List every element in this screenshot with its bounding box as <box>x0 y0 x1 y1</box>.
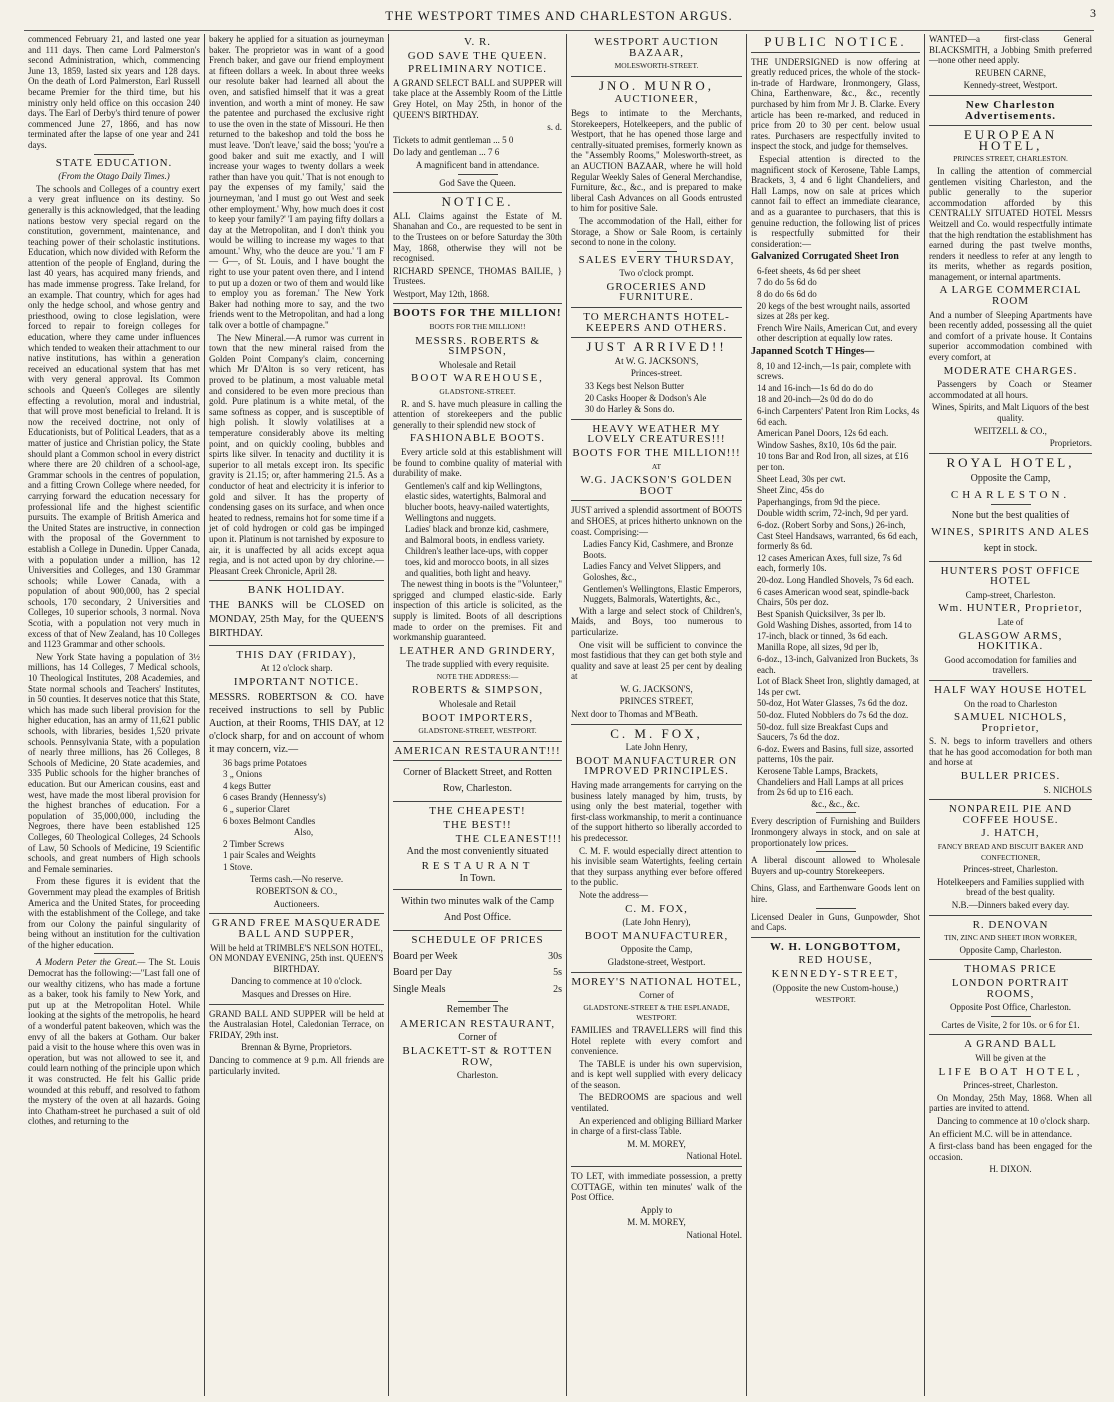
price-item: 6-doz. (Robert Sorby and Sons,) 26-inch, Cast Steel Handsaws, warranted, 6s 6d each, formerly 8s 6d. <box>757 519 918 552</box>
column-5 <box>746 34 924 1396</box>
state-education-title: STATE EDUCATION. <box>55 156 173 169</box>
molesworth-street: MOLESWORTH-STREET. <box>614 61 699 71</box>
s-nichols: S. NICHOLS <box>1043 784 1092 795</box>
price-unit: s. d. <box>547 122 562 133</box>
proprietors: Proprietors. <box>1049 438 1092 449</box>
just-arrived: JUST ARRIVED!! <box>586 339 727 355</box>
at: AT <box>651 461 662 471</box>
national-hotel: National Hotel. <box>686 1151 742 1162</box>
price-value: 2s <box>553 983 562 995</box>
boot-manufacturer-2: BOOT MANUFACTURER, <box>584 929 729 942</box>
price-list <box>751 361 920 798</box>
jackson-boots-item: Gentlemen's Wellingtons, Elastic Emperors, Nuggets, Balmorals, Watertights, &c., <box>583 583 742 605</box>
auction-item: 2 Timber Screws <box>223 838 285 849</box>
reuben-carne: REUBEN CARNE, <box>974 67 1046 78</box>
jackson-boots-item: Ladies Fancy Kid, Cashmere, and Bronze Boots. <box>583 539 734 560</box>
select-ball-text: A GRAND SELECT BALL and SUPPER will take place at the Assembly Room of the Little Grey Hotel, on May 25th, in honor of the QUEEN'S BIRTHDAY. <box>393 77 562 120</box>
etcetera: &c., &c., &c. <box>811 798 860 809</box>
auction-item: 6 cases Brandy (Hennessy's) <box>223 792 326 803</box>
corner-of: Corner of <box>639 990 674 1001</box>
masquerade-hire: Masques and Dresses on Hire. <box>241 988 352 999</box>
this-day-title: THIS DAY (FRIDAY), <box>236 648 357 661</box>
public-notice-p1: THE UNDERSIGNED is now offering at greatly reduced prices, the whole of the stock-in-trade of Hardware, Ironmongery, Glass, China, Earthenware, &c., &c., recently purchased by him from Mr J. B. Clarke. Every article has been re-marked, and reduced in price from 20 to 30 per cent. below usual rates. Purchasers are respectfully invited to inspect the stock, and judge for themselves. <box>751 56 920 152</box>
jackson-list <box>571 381 742 415</box>
column-3 <box>388 34 566 1396</box>
boots-for-million: BOOTS FOR THE MILLION! <box>393 307 562 320</box>
roberts-simpson: MESSRS. ROBERTS & SIMPSON, <box>415 334 540 358</box>
trustees: RICHARD SPENCE, THOMAS BAILIE, } Trustees. <box>393 265 562 287</box>
jackson-item: 20 Casks Hooper & Dodson's Ale <box>585 392 707 403</box>
life-boat-hotel: LIFE BOAT HOTEL, <box>938 1065 1083 1078</box>
munro-text: Begs to intimate to the Merchants, Storekeepers, Hotelkeepers, and the public of Westport, that he has opened those large and centrally-situated premises, formerly known as the "Assembly Rooms," Molesworth-street, as an AUCTION BAZAAR, where he will hold Regular Weekly Sales of General Merchandise, Furniture, &c., &c., and is prepared to make liberal Cash Advances on all Goods entrusted to him for positive Sale. <box>571 107 742 214</box>
auction-item: 36 bags prime Potatoes <box>223 757 307 768</box>
column-1 <box>24 34 204 1396</box>
camp-street: Camp-street, Charleston. <box>965 589 1056 600</box>
opposite-camp: Opposite the Camp, <box>970 473 1051 485</box>
h-dixon: H. DIXON. <box>989 1164 1032 1175</box>
god-save-queen-small: God Save the Queen. <box>439 177 516 188</box>
half-way-house: HALF WAY HOUSE HOTEL <box>933 683 1088 696</box>
boots-list-item: Ladies' black and bronze kid, cashmere, and Balmoral boots, in endless variety. <box>405 524 549 545</box>
wholesale-retail-2: Wholesale and Retail <box>439 699 516 710</box>
price-item: 18 and 20-inch—2s 0d do do do <box>757 394 873 405</box>
price-item: 14 and 16-inch—1s 6d do do do <box>757 382 873 393</box>
boot-importers: BOOT IMPORTERS, <box>421 711 534 724</box>
bedrooms-text: The BEDROOMS are spacious and well ventilated. <box>571 1092 742 1114</box>
public-notice-title: PUBLIC NOTICE. <box>764 34 907 49</box>
thomas-price: THOMAS PRICE <box>964 963 1057 976</box>
kept-in-stock: kept in stock. <box>983 542 1038 554</box>
good-accomodation: Good accomodation for families and travellers. <box>944 654 1077 676</box>
fox-text: Having made arrangements for carrying on the business lately managed by him, trusts, by using only the best material, together with first-class workmanship, to merit a continuance of the support hitherto so liberally accorded to his predecessor. <box>571 780 742 843</box>
price-label: Single Meals <box>393 983 446 995</box>
japanned-heading: Japanned Scotch T Hinges— <box>751 346 875 358</box>
price-item: Manilla Rope, all sizes, 9d per lb, <box>757 642 879 653</box>
band-text: A first-class band has been engaged for the occasion. <box>929 1141 1092 1162</box>
wg-jackson: At W. G. JACKSON'S, <box>614 355 699 366</box>
masquerade-text: Will be held at TRIMBLE'S NELSON HOTEL, ON MONDAY EVENING, 25th inst. QUEEN'S BIRTHDAY. <box>209 942 384 974</box>
important-notice-title: IMPORTANT NOTICE. <box>233 676 360 689</box>
price-item: 6-inch Carpenters' Patent Iron Rim Locks, 4s 6d each. <box>757 406 920 427</box>
passengers: Passengers by Coach or Steamer accommodated at all hours. <box>929 379 1092 400</box>
price-row <box>393 968 562 979</box>
price-item: 20-doz. Long Handled Shovels, 7s 6d each. <box>757 574 914 585</box>
state-education-paragraph: New York State having a population of 3½ millions, has 14 Colleges, 7 Medical schools, 10 Theological Institutes, 208 Academies, and State normal schools and Teachers' Institutes, in 50 counties. It deserves notice that this State, which has made such liberal provision for the higher education, has an army of 11,621 public schools, with libraries, besides 1,520 private schools. Pennsylvania State, with a population of nearly three millions, has 26 Colleges, 8 Schools of Medicine, 20 State academies, and 335 Public schools for the higher branches of education. But our American cousins, east and west, have made the most liberal provision for the highest branches of education. For a population of 35,000,000, including the Negroes, there have been established 125 Colleges, 60 Theological Colleges, 24 Schools of Law, 50 Schools of Medicine, 19 Scientific schools, and great numbers of High schools and Female seminaries. <box>28 651 200 874</box>
families-text: FAMILIES and TRAVELLERS will find this Hotel replete with every comfort and convenience. <box>571 1024 742 1057</box>
princes-street-2: PRINCES STREET, <box>619 696 694 707</box>
new-mineral-paragraph: The New Mineral.—A rumor was current in town that the new mineral raised from the Golden Point Company's claim, concerning which Mr D'Alton is so very reticent, has proved to be platinum, a most valuable metal and considered to be even more precious than gold. Pure platinum is a white metal, of the same softness as copper, and is susceptible of high polish. It slowly volatilises at a temperature considerably above its melting point, and on quickly cooling, bubbles and spirts like silver. In tenacity and ductility it is superior to all metals except iron. Its specific gravity is 21.15; or, after hammering 21.5. As a conductor of heat and electricity it is inferior to gold and silver. It has the property of condensing gases on its surface, and when once heated to redness, remains hot for some time if a jet of cold hydrogen or cold gas be impinged upon it. Platinum is not tarnished by exposure to air, it is unaffected by all acids except aqua regia, and is not acted upon by dry chlorine.—Pleasant Creek Chronicle, April 28. <box>209 332 384 576</box>
notice-heading: NOTICE. <box>441 194 514 210</box>
apply-to: Apply to <box>640 1204 673 1215</box>
auction-item: 1 Stove. <box>223 862 253 872</box>
auction-items <box>209 758 384 873</box>
charleston: Charleston. <box>456 1070 499 1081</box>
gladstone-esplanade: GLADSTONE-STREET & THE ESPLANADE, WESTPORT. <box>583 1002 730 1023</box>
column-4 <box>566 34 746 1396</box>
price-row <box>393 985 562 996</box>
to-let-text: TO LET, with immediate possession, a pretty COTTAGE, within ten minutes' walk of the Post Office. <box>571 1171 742 1203</box>
note-address: Note the address— <box>579 889 648 900</box>
wines-spirits: Wines, Spirits, and Malt Liquors of the best quality. <box>931 402 1090 423</box>
price-item: Paperhangings, from 9d the piece. <box>757 496 880 507</box>
munro-name: JNO. MUNRO, <box>599 77 714 93</box>
auction-bazaar: WESTPORT AUCTION BAZAAR, <box>594 36 719 59</box>
wg-jackson-2: W. G. JACKSON'S, <box>620 683 693 694</box>
price-item: American Panel Doors, 12s 6d each. <box>757 428 889 439</box>
gladstone-street: GLADSTONE-STREET. <box>439 387 516 397</box>
price-item: 6-doz., 13-inch, Galvanized Iron Buckets, 3s each. <box>757 654 919 675</box>
wholesale-retail: Wholesale and Retail <box>439 359 516 370</box>
intro-text: commenced February 21, and lasted one year and 111 days. Then came Lord Palmerston's second Administration, which, commencing June 13, 1859, lasted six years and 128 days. On the death of Lord Palmerston, Earl Russell became Premier for the third time, but his ministry only held office on this occasion 240 days. The Earl of Derby's third tenure of power commenced June 27, 1866, and has now terminated after the lapse of one year and 241 days. <box>28 34 200 150</box>
samuel-nichols: SAMUEL NICHOLS, Proprietor, <box>954 711 1067 734</box>
auction-item: 6 „ superior Claret <box>223 804 290 815</box>
vr-heading: V. R. <box>463 36 492 48</box>
bank-holiday-title: BANK HOLIDAY. <box>247 584 346 597</box>
national-hotel-2: National Hotel. <box>686 1230 742 1240</box>
galvanized-heading: Galvanized Corrugated Sheet Iron <box>751 251 899 263</box>
boots-list-item: Gentlemen's calf and kip Wellingtons, elastic sides, watertights, Balmoral and blucher boots, heavy-nailed watertights, Wellingtons and nuggets. <box>405 480 550 523</box>
auction-item: 3 „ Onions <box>223 769 262 780</box>
galvanized-item: 6-feet sheets, 4s 6d per sheet <box>757 265 861 276</box>
galvanized-item: 7 do do 5s 6d do <box>757 277 817 288</box>
auctioneer-sub: Auctioneers. <box>273 898 320 909</box>
princes-street-charleston: PRINCES STREET, CHARLESTON. <box>953 154 1068 164</box>
jackson-boots-item: Ladies Fancy and Velvet Slippers, and Goloshes, &c., <box>583 561 721 582</box>
masthead: THE WESTPORT TIMES AND CHARLESTON ARGUS. <box>24 8 1094 31</box>
glasgow-arms: GLASGOW ARMS, HOKITIKA. <box>958 629 1063 653</box>
arrival-text2: With a large and select stock of Children's, Maids, and Boys, too numerous to particularize. <box>571 605 742 637</box>
remember: Remember The <box>446 1004 509 1016</box>
cartes-de-visite: Cartes de Visite, 2 for 10s. or 6 for £1. <box>941 1019 1080 1030</box>
moreys-hotel: MOREY'S NATIONAL HOTEL, <box>571 975 742 988</box>
price-label: Board per Week <box>393 950 458 962</box>
auction-item: Also, <box>293 827 314 838</box>
cm-fox: C. M. FOX, <box>610 725 703 741</box>
restaurant-word: RESTAURANT <box>421 859 534 872</box>
to-merchants: TO MERCHANTS HOTEL-KEEPERS AND OTHERS. <box>583 311 730 334</box>
opposite-custom-house: (Opposite the new Custom-house,) <box>772 982 899 993</box>
boots-list-item: Children's leather lace-ups, with copper toes, kid and morocco boots, in all sizes and qualities, both light and heavy. <box>405 546 549 578</box>
dancing-text: Dancing to commence at 10 o'clock sharp. <box>937 1115 1090 1126</box>
public-notice-p5: Chins, Glass, and Earthenware Goods lent on hire. <box>751 883 920 904</box>
table-text: The TABLE is under his own supervision, and is kept well supplied with every delicacy of the season. <box>571 1058 742 1090</box>
conveniently-situated: And the most conveniently situated <box>406 846 549 858</box>
longbottom-name: W. H. LONGBOTTOM, <box>770 940 901 953</box>
sn-text: S. N. begs to inform travellers and others that he has good accomodation for both man and horse at <box>929 736 1092 768</box>
european-text: In calling the attention of commercial gentlemen visiting Charleston, and the public generally to the superior accommodation afforded by this CENTRALLY SITUATED HOTEL Messrs Weitzell and Co. would respectfully intimate that the high rendtation the establishment has earned during the past twelve months, renders it needless to refer at any length to its merits, whether as regards position, management, or internal apartments. <box>929 165 1092 282</box>
opposite-camp-charleston: Opposite Camp, Charleston. <box>959 944 1062 955</box>
notice-date: Westport, May 12th, 1868. <box>393 288 490 299</box>
bank-holiday-text: THE BANKS will be CLOSED on MONDAY, 25th May, for the QUEEN'S BIRTHDAY. <box>209 599 384 639</box>
state-education-paragraph: The schools and Colleges of a country exert a very great influence on its destiny. So generally is this acknowledged, that the leading nations bestow very special regard on the constitution, government, maintenance, and teaching power of their scholastic institutions. Education, which now divided with Reform the attention of the people of England, during the last 40 years, has acquired many friends, and has made immense progress. Take Ireland, for an example. That country, which for ages had only the hedge school, and whose gentry and priesthood, owing to close legislation, were forced to repair to foreign colleges for education, where they came under influences which tended to weaken their attachment to our native institutions, has within a generation received an educational system that has met with very general approval. Its Common schools and Queen's Colleges are silently effecting a revolution, moral and industrial, that will prove most beneficial to Ireland. It is now the received doctrine, not only of Educationists, but of Political Leaders, that as a matter of justice and Christian policy, the State should plant a Common school in every district where there are 20 children of a school-age, Grammar schools in the centres of population, and a fitting Crown College where needed, for carrying forward the education necessary for professional life and the highest scientific pursuits. The example of British America and the United States are instructive, in connection with the proposal of the Government to establish a College in Dunedin. Upper Canada, with a population under a million, has 12 Universities and Colleges, and 130 Grammar schools; while Lower Canada, with a population of about 900,000, has 2 special schools, 170 secondary, 2 Universities and Colleges, 10 superior schools, 3 normal. Nova Scotia, with a population not very much in excess of that of New Zealand, has 10 Colleges and 1123 Grammar and other schools. <box>28 183 200 650</box>
kennedy-street: KENNEDY-STREET, <box>771 967 900 980</box>
price-row <box>393 952 562 963</box>
dinners-baked: N.B.—Dinners baked every day. <box>951 900 1070 910</box>
boot-warehouse: BOOT WAREHOUSE, <box>411 372 544 385</box>
walk-distance: Within two minutes walk of the Camp And Post Office. <box>401 896 554 923</box>
price-item: 6 cases American wood seat, spindle-back Chairs, 50s per doz. <box>757 586 909 608</box>
boots-million: BOOTS FOR THE MILLION!!! <box>572 447 741 459</box>
public-notice-p3: Every description of Furnishing and Builders Ironmongery always in stock, and on sale at proportionately low prices. <box>751 816 920 848</box>
gladstone-westport: GLADSTONE-STREET, WESTPORT. <box>418 726 537 736</box>
tin-worker: TIN, ZINC AND SHEET IRON WORKER, <box>944 933 1077 943</box>
price-item: Sheet Zinc, 45s do <box>757 485 824 496</box>
boots-sub: BOOTS FOR THE MILLION!! <box>429 322 526 332</box>
auctioneer-title: AUCTIONEER, <box>614 93 699 106</box>
opposite-camp: Opposite the Camp, <box>620 944 693 955</box>
two-oclock: Two o'clock prompt. <box>619 268 694 279</box>
column-6 <box>924 34 1096 1396</box>
page-number: 3 <box>1090 6 1096 20</box>
grand-ball: A GRAND BALL <box>964 1038 1057 1051</box>
wanted-text: WANTED—a first-class General BLACKSMITH, a Jobbing Smith preferred—none other need apply. <box>929 34 1092 66</box>
cleanest: THE CLEANEST!!! <box>455 832 562 845</box>
australasian-ball-props: Brennan & Byrne, Proprietors. <box>241 1042 352 1053</box>
note-address: NOTE THE ADDRESS:— <box>436 671 519 681</box>
european-text2: And a number of Sleeping Apartments have been recently added, possessing all the quiet and comfort of a private house. It Contains superior accommodation combined with every comfort, at <box>929 309 1092 363</box>
price-item: 50-doz, Hot Water Glasses, 7s 6d the doz. <box>757 698 908 709</box>
late-john-henry-2: (Late John Henry), <box>622 917 691 928</box>
auctioneer-name: ROBERTSON & CO., <box>255 886 338 897</box>
masquerade-dance: Dancing to commence at 10 o'clock. <box>230 976 363 987</box>
price-label: Board per Day <box>393 967 452 979</box>
boots-list <box>393 481 562 578</box>
munro-text2: The accommodation of the Hall, either for Storage, a Show or Sale Room, is certainly second to none in the colony. <box>571 215 742 248</box>
this-day-time: At 12 o'clock sharp. <box>260 663 333 674</box>
next-door: Next door to Thomas and M'Beath. <box>571 709 698 720</box>
in-town: In Town. <box>459 873 496 885</box>
band-notice: A magnificent band in attendance. <box>415 159 540 170</box>
american-restaurant-2: AMERICAN RESTAURANT, <box>399 1017 556 1030</box>
princes-street-charleston-3: Princes-street, Charleston. <box>963 1080 1058 1091</box>
arrival-text3: One visit will be sufficient to convince the most fastidious that they can get both style and quality and save at least 25 per cent by dealing at <box>571 639 742 682</box>
important-notice-text: MESSRS. ROBERTSON & CO. have received instructions to sell by Public Auction, at their Rooms, THIS DAY, at 12 o'clock sharp, for and on account of whom it may concern, viz.— <box>209 691 384 755</box>
mm-morey-2: M. M. MOREY, <box>627 1217 686 1228</box>
price-item: Gold Washing Dishes, assorted, from 14 to 17-inch, black or tinned, 3s 6d each. <box>757 620 912 641</box>
schedule-prices: SCHEDULE OF PRICES <box>411 934 544 946</box>
moderate-charges: MODERATE CHARGES. <box>943 364 1078 377</box>
fancy-bread: FANCY BREAD AND BISCUIT BAKER AND CONFECTIONER, <box>937 842 1084 862</box>
leather-grindery: LEATHER AND GRINDERY, <box>399 644 556 657</box>
westport: WESTPORT. <box>815 995 856 1005</box>
story-continued: bakery he applied for a situation as journeyman baker. The proprietor was in want of a good French baker, and gave our friend employment at fifteen dollars a week. In about three weeks our resolute baker had learned all about the oven, and satisfied himself that it was a great invention, and worth a mint of money. He saw the patentee and purchased the exclusive right to use the oven in the state of Missouri. He then returned to the bakeshop and told the boss he must leave. 'Don't leave,' said the boss; 'you're a good baker and suit me exactly, and I will increase your wages to twenty dollars a week rather than have you quit.' That is not enough to pay the expenses of my family,' said the journeyman, 'and I must go out West and seek other employment.' Why, how much does it cost to keep your family?' 'I am paying fifty dollars a day at the Metropolitan, and I don't think you would be willing to increase my wages to that amount.' Why, who the deuce are you.' 'I am F— G—, of St. Louis, and I have bought the right to use your patent oven there, and I intend to put up a dozen or two of them and would like to employ you as foreman.' The New York Baker had nothing more to say, and the two friends went to the Metropolitan, and had a long talk over a bottle of champagne." <box>209 34 384 331</box>
boots-text3: The newest thing in boots is the "Volunteer," sprigged and clumped elastic-side. Early inspection of this article is solicited, as the supply is limited. Boots of all descriptions made to order on the premises. Fit and workmanship guaranteed. <box>393 579 562 643</box>
heavy-weather: HEAVY WEATHER MY LOVELY CREATURES!!! <box>587 422 726 446</box>
state-education-paragraph: From these figures it is evident that the Government may plead the examples of British America and the United States, for proceeding with the establishment of the College, and take from our Colony the painful singularity of being without an institution for the cultivation of the higher education. <box>28 876 200 950</box>
cheapest: THE CHEAPEST! <box>429 805 526 818</box>
galvanized-item: French Wire Nails, American Cut, and every other description at equally low rates. <box>757 322 918 344</box>
roberts-simpson-2: ROBERTS & SIMPSON, <box>411 684 544 697</box>
gladstone-westport: Gladstone-street, Westport. <box>607 956 706 967</box>
j-hatch: J. HATCH, <box>981 827 1040 840</box>
jackson-item: 33 Kegs best Nelson Butter <box>585 381 684 392</box>
public-notice-p6: Licensed Dealer in Guns, Gunpowder, Shot and Caps. <box>751 911 920 933</box>
will-be-given: Will be given at the <box>975 1052 1046 1063</box>
weitzell-co: WEITZELL & CO., <box>974 425 1047 436</box>
price-item: 6-doz. Ewers and Basins, full size, assorted patterns, 10s the pair. <box>757 743 914 765</box>
state-education-source: (From the Otago Daily Times.) <box>58 171 170 182</box>
none-but-best: None but the best qualities of <box>951 509 1070 521</box>
boots-text2: Every article sold at this establishment will be found to combine quality of material with durability of make. <box>393 447 562 479</box>
boot-manufacturer: BOOT MANUFACTURER ON IMPROVED PRINCIPLES. <box>575 754 738 778</box>
monday-text: On Monday, 25th May, 1868. When all parties are invited to attend. <box>929 1092 1092 1114</box>
price-value: 30s <box>548 950 562 962</box>
ticket-lady: Do lady and gentleman ... 7 6 <box>393 147 500 158</box>
galvanized-list <box>751 266 920 344</box>
auction-item: 4 kegs Butter <box>223 780 271 791</box>
peter-title: A Modern Peter the Great.— <box>36 957 146 968</box>
jackson-item: 30 do Harley & Sons do. <box>585 404 675 415</box>
boots-text: R. and S. have much pleasure in calling the attention of storekeepers and the public generally to their splendid new stock of <box>393 398 562 430</box>
nonpareil: NONPAREIL PIE AND COFFEE HOUSE. <box>948 803 1073 826</box>
kennedy-street-westport: Kennedy-street, Westport. <box>963 80 1058 91</box>
hunters-hotel: HUNTERS POST OFFICE HOTEL <box>940 564 1081 588</box>
jackson-boots-list <box>571 539 742 605</box>
r-denovan: R. DENOVAN <box>972 918 1049 931</box>
public-notice-p2: Especial attention is directed to the magnificent stock of Kerosene, Table Lamps, Brackets, 3, 4 and 6 light Chandeliers, and Hall Lamps, now on sale at prices which cannot fail to effect an immediate clearance, and as a guarantee to purchasers, that this is genuine reduction, the following list of prices is respectfully submitted for their consideration:— <box>751 153 920 249</box>
peter-text: The St. Louis Democrat has the following:—"Last fall one of our wealthy citizens, who has made a fortune as a baker, took his family to New York, and put up at the Metropolitan Hotel. While looking at the sights of the metropolis, he heard of a wonderful patent bakeoven, which was the envy of all the bakers at Gotham. Our baker paid a visit to the house where this oven was in operation, but was not allowed to see it, and could learn nothing of the principle upon which it was constructed. He felt his Gallic pride wounded at this rebuff, and resolved to fathom the mystery of the oven at all hazards. Going into Chatham-street he purchased a suit of old clothes, and returning to the <box>28 957 201 1127</box>
price-item: Window Sashes, 8x10, 10s 6d the pair. <box>757 439 897 450</box>
princes-street: Princes-street. <box>630 368 683 379</box>
price-item: 50-doz. Fluted Nobblers do 7s 6d the doz. <box>757 710 909 721</box>
late-john-henry: Late John Henry, <box>625 742 688 753</box>
sales-thursday: SALES EVERY THURSDAY, <box>578 253 735 266</box>
on-the-road: On the road to Charleston <box>964 698 1057 709</box>
royal-hotel: ROYAL HOTEL, <box>946 454 1075 470</box>
price-item: Double width scrim, 72-inch, 9d per yard. <box>757 508 909 519</box>
american-restaurant: AMERICAN RESTAURANT!!! <box>394 744 561 757</box>
price-item: 8, 10 and 12-inch,—1s pair, complete with screws. <box>757 360 911 382</box>
auction-terms: Terms cash.—No reserve. <box>249 873 344 884</box>
australasian-ball-text: GRAND BALL AND SUPPER will be held at the Australasian Hotel, Caledonian Terrace, on FRIDAY, 29th inst. <box>209 1008 384 1040</box>
price-item: Best Spanish Quicksilver, 3s per lb. <box>757 608 886 619</box>
london-portrait: LONDON PORTRAIT ROOMS, <box>951 976 1070 1000</box>
god-save-queen: GOD SAVE THE QUEEN. <box>407 49 548 62</box>
opposite-post-office: Opposite Post Office, Charleston. <box>949 1002 1072 1013</box>
fox-text2: C. M. F. would especially direct attention to his invisible seam Watertights, feeling certain that they surpass anything ever before offered to the public. <box>571 845 742 888</box>
hotelkeepers: Hotelkeepers and Families supplied with bread of the best quality. <box>937 876 1084 898</box>
late-of: Late of <box>997 616 1024 627</box>
golden-boot: W.G. JACKSON'S GOLDEN BOOT <box>580 474 733 497</box>
red-house: RED HOUSE, <box>798 954 873 967</box>
auction-item: 1 pair Scales and Weights <box>223 850 316 861</box>
large-commercial-room: A LARGE COMMERCIAL ROOM <box>939 284 1082 308</box>
price-item: Sheet Lead, 30s per cwt. <box>757 473 846 484</box>
price-value: 5s <box>553 967 562 979</box>
best: THE BEST!! <box>443 819 512 832</box>
leather-grindery-text: The trade supplied with every requisite. <box>406 659 549 670</box>
arrival-text: JUST arrived a splendid assortment of BOOTS and SHOES, at prices hitherto unknown on the coast. Comprising:— <box>571 505 742 537</box>
european-hotel: EUROPEAN HOTEL, <box>963 127 1058 153</box>
price-item: 12 cases American Axes, full size, 7s 6d each, formerly 10s. <box>757 552 902 574</box>
buller-prices: BULLER PRICES. <box>960 770 1061 783</box>
new-charleston-ads: New Charleston Advertisements. <box>964 98 1057 122</box>
mm-morey: M. M. MOREY, <box>627 1138 686 1149</box>
masquerade-title: GRAND FREE MASQUERADE BALL AND SUPPER, <box>212 917 381 940</box>
blackett-street: BLACKETT-ST & ROTTEN ROW, <box>402 1045 553 1068</box>
charleston-heading: CHARLESTON. <box>950 489 1071 502</box>
price-item: 10 tons Bar and Rod Iron, all sizes, at £16 per ton. <box>757 451 909 472</box>
corner-of: Corner of <box>458 1031 497 1043</box>
column-2 <box>204 34 388 1396</box>
wines-spirits-ales: WINES, SPIRITS AND ALES <box>931 525 1090 538</box>
wm-hunter: Wm. HUNTER, Proprietor, <box>938 602 1083 615</box>
galvanized-item: 8 do do 6s 6d do <box>757 289 817 300</box>
price-item: Kerosene Table Lamps, Brackets, Chandeliers and Hall Lamps at all prices from 2s 6d up to £16 each. <box>757 766 904 798</box>
public-notice-p4: A liberal discount allowed to Wholesale Buyers and up-country Storekeepers. <box>751 855 920 876</box>
claims-text: ALL Claims against the Estate of M. Shanahan and Co., are requested to be sent in to the Trustees on or before Saturday the 30th May, 1868, otherwise they will not be recognised. <box>393 210 562 264</box>
restaurant-corner: Corner of Blackett Street, and Rotten Row, Charleston. <box>403 767 552 795</box>
ticket-gentleman: Tickets to admit gentleman ... 5 0 <box>393 134 514 145</box>
groceries-furniture: GROCERIES AND FURNITURE. <box>606 280 707 304</box>
preliminary-notice: PRELIMINARY NOTICE. <box>408 63 547 76</box>
price-item: Lot of Black Sheet Iron, slightly damaged, at 14s per cwt. <box>757 676 920 697</box>
auction-item: 6 boxes Belmont Candles <box>223 815 316 826</box>
fashionable-boots: FASHIONABLE BOOTS. <box>409 432 546 445</box>
mc-text: An efficient M.C. will be in attendance. <box>929 1128 1073 1139</box>
australasian-ball-dance: Dancing to commence at 9 p.m. All friends are particularly invited. <box>209 1054 384 1076</box>
galvanized-item: 20 kegs of the best wrought nails, assorted sizes at 28s per keg. <box>757 300 910 322</box>
princes-street-charleston-2: Princes-street, Charleston. <box>963 864 1058 875</box>
price-item: 50-doz. full size Breakfast Cups and Saucers, 7s 6d the doz. <box>757 721 888 743</box>
billiard-text: An experienced and obliging Billiard Marker in charge of a first-class Table. <box>571 1115 742 1137</box>
cm-fox-2: C. M. FOX, <box>625 902 688 915</box>
